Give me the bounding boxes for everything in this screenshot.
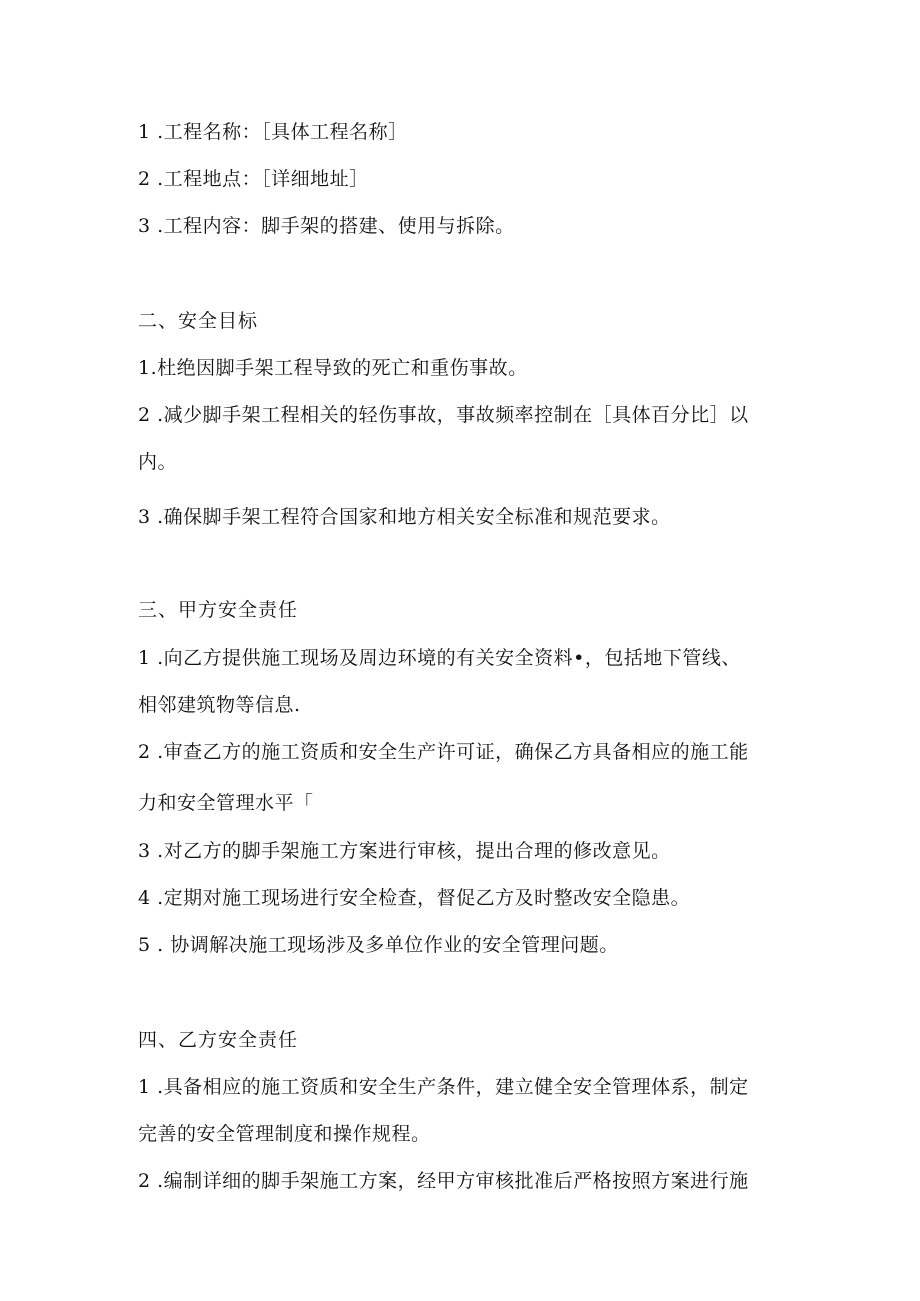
- section-heading: 二、安全目标: [138, 310, 259, 332]
- text-line: 3 .确保脚手架工程符合国家和地方相关安全标准和规范要求。: [138, 506, 671, 528]
- text-line: 2 .审查乙方的施工资质和安全生产许可证，确保乙方具备相应的施工能: [138, 741, 749, 763]
- text-line: 1 .向乙方提供施工现场及周边环境的有关安全资料•，包括地下管线、: [138, 647, 741, 669]
- text-line: 力和安全管理水平「: [138, 792, 314, 814]
- text-line: 2 .减少脚手架工程相关的轻伤事故，事故频率控制在［具体百分比］以: [138, 404, 749, 426]
- text-line: 3 .对乙方的脚手架施工方案进行审核，提出合理的修改意见。: [138, 840, 671, 862]
- text-line: 完善的安全管理制度和操作规程。: [138, 1123, 431, 1145]
- text-line: 1 .工程名称：［具体工程名称］: [138, 121, 408, 143]
- text-line: 1.杜绝因脚手架工程导致的死亡和重伤事故。: [138, 357, 528, 379]
- text-line: 5 . 协调解决施工现场涉及多单位作业的安全管理问题。: [138, 934, 619, 956]
- text-line: 1 .具备相应的施工资质和安全生产条件，建立健全安全管理体系，制定: [138, 1076, 749, 1098]
- text-line: 2 .工程地点：［详细地址］: [138, 168, 369, 190]
- text-line: 相邻建筑物等信息.: [138, 694, 301, 716]
- text-line: 2 .编制详细的脚手架施工方案，经甲方审核批准后严格按照方案进行施: [138, 1170, 749, 1192]
- section-heading: 四、乙方安全责任: [138, 1029, 299, 1051]
- section-heading: 三、甲方安全责任: [138, 599, 299, 621]
- text-line: 内。: [138, 451, 178, 473]
- text-line: 3 .工程内容：脚手架的搭建、使用与拆除。: [138, 215, 515, 237]
- text-line: 4 .定期对施工现场进行安全检查，督促乙方及时整改安全隐患。: [138, 887, 691, 909]
